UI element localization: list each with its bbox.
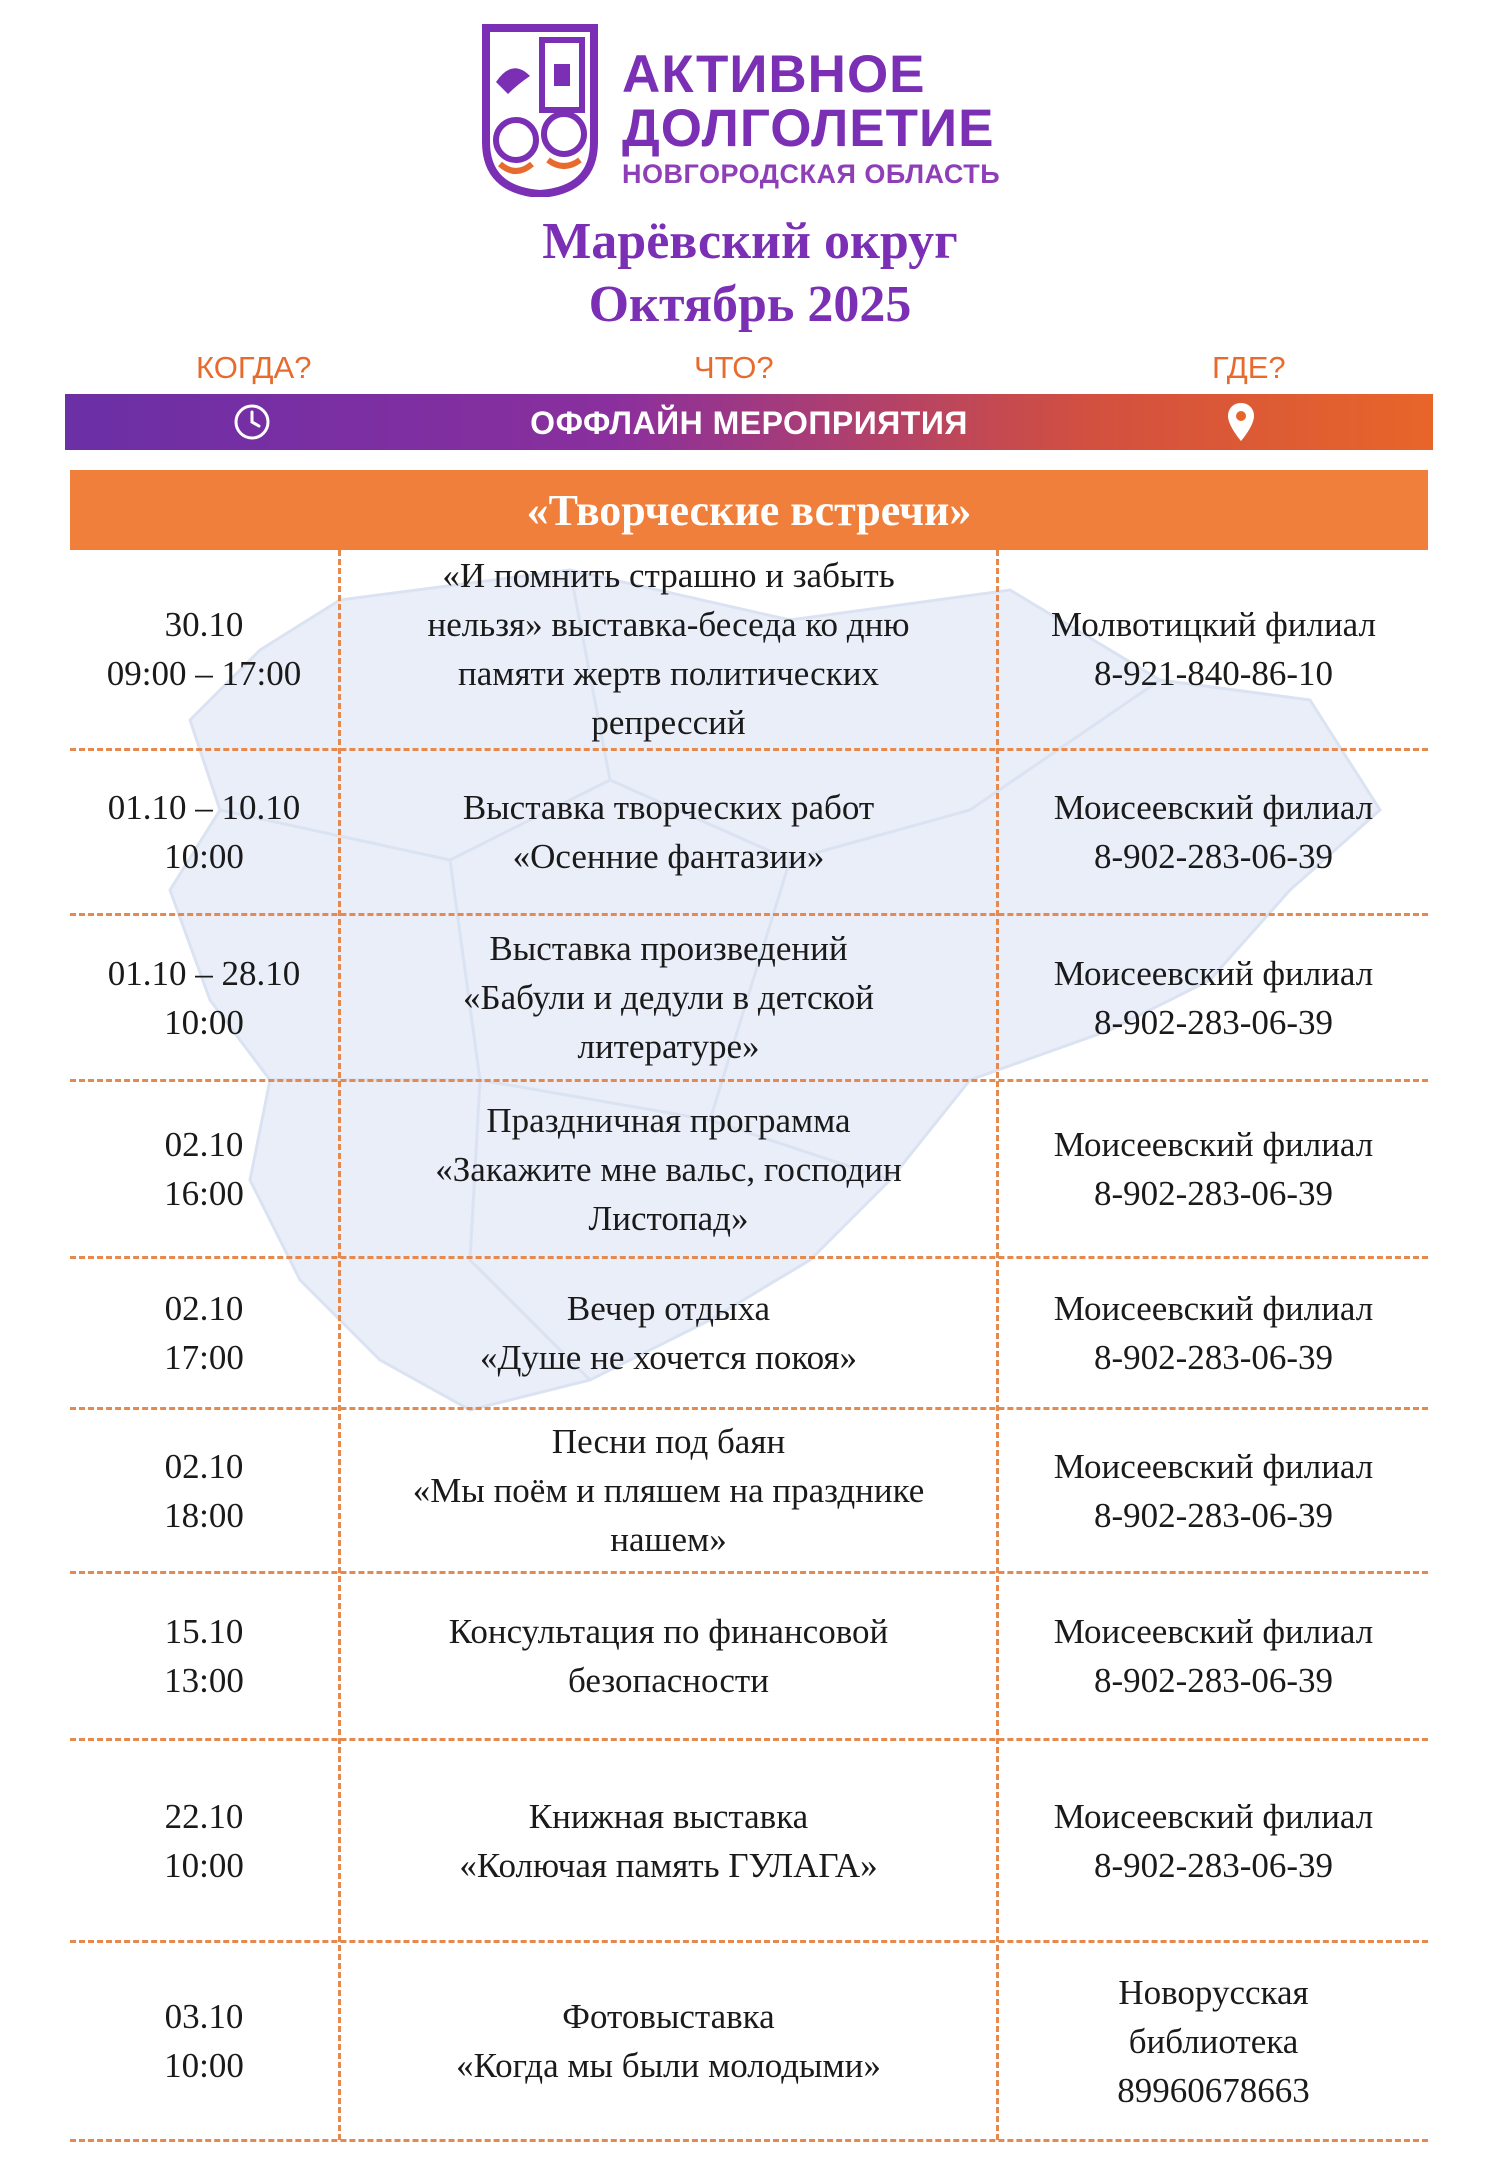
question-what: ЧТО? [694, 350, 774, 385]
event-title: Праздничная программа «Закажите мне вальс, господин Листопад» [435, 1100, 902, 1238]
event-title: «И помнить страшно и забыть нельзя» выставка-беседа ко дню памяти жертв политических репрессий [427, 556, 910, 742]
section-title: «Творческие встречи» [526, 486, 972, 535]
question-when: КОГДА? [196, 350, 312, 385]
event-location: Новорусская библиотека 89960678663 [1117, 1972, 1310, 2110]
table-row [70, 1574, 1428, 1741]
event-title: Выставка произведений «Бабули и дедули в детской литературе» [463, 929, 874, 1066]
table-row [70, 1259, 1428, 1410]
event-location: Моисеевский филиал 8-902-283-06-39 [1053, 1125, 1374, 1213]
logo-line-2: ДОЛГОЛЕТИЕ [622, 99, 995, 158]
event-date: 02.10 17:00 [164, 1289, 244, 1377]
table-row [70, 550, 1428, 751]
event-location: Моисеевский филиал 8-902-283-06-39 [1053, 953, 1374, 1042]
event-title: Фотовыставка «Когда мы были молодыми» [456, 1997, 881, 2085]
event-date: 02.10 16:00 [164, 1125, 244, 1213]
district-title: Марёвский округ [542, 213, 958, 270]
events-table [70, 550, 1428, 2140]
event-date: 01.10 – 10.10 10:00 [107, 788, 301, 876]
event-date: 22.10 10:00 [164, 1796, 244, 1885]
event-title: Песни под баян «Мы поём и пляшем на празднике нашем» [412, 1422, 925, 1559]
logo-emblem-icon [478, 22, 602, 197]
event-date: 03.10 10:00 [164, 1997, 244, 2085]
logo-line-3: НОВГОРОДСКАЯ ОБЛАСТЬ [622, 159, 1001, 189]
event-title: Выставка творческих работ «Осенние фантазии» [462, 788, 875, 876]
event-date: 01.10 – 28.10 10:00 [107, 953, 301, 1042]
event-location: Моисеевский филиал 8-902-283-06-39 [1053, 1796, 1374, 1885]
column-questions [0, 350, 1500, 390]
section-header [70, 470, 1428, 550]
event-date: 30.10 09:00 – 17:00 [106, 605, 302, 693]
event-date: 15.10 13:00 [164, 1612, 244, 1700]
table-row [70, 916, 1428, 1082]
question-where: ГДЕ? [1212, 350, 1286, 385]
event-location: Моисеевский филиал 8-902-283-06-39 [1053, 1289, 1374, 1377]
event-location: Молвотицкий филиал 8-921-840-86-10 [1051, 605, 1376, 693]
event-location: Моисеевский филиал 8-902-283-06-39 [1053, 1446, 1374, 1535]
offline-events-banner [65, 394, 1433, 450]
banner-label: ОФФЛАЙН МЕРОПРИЯТИЯ [530, 405, 968, 441]
table-row [70, 1943, 1428, 2142]
event-title: Консультация по финансовой безопасности [448, 1612, 889, 1700]
table-row [70, 1741, 1428, 1943]
table-row [70, 751, 1428, 916]
month-title: Октябрь 2025 [588, 276, 912, 333]
event-title: Книжная выставка «Колючая память ГУЛАГА» [459, 1796, 878, 1885]
logo-wordmark [622, 45, 1001, 192]
table-row [70, 1410, 1428, 1574]
location-pin-icon [1225, 401, 1257, 443]
logo-line-1: АКТИВНОЕ [622, 45, 926, 104]
event-date: 02.10 18:00 [164, 1446, 244, 1535]
event-title: Вечер отдыха «Душе не хочется покоя» [479, 1289, 858, 1377]
table-row [70, 1082, 1428, 1259]
event-location: Моисеевский филиал 8-902-283-06-39 [1053, 1612, 1374, 1700]
header [0, 0, 1500, 355]
event-location: Моисеевский филиал 8-902-283-06-39 [1053, 788, 1374, 876]
